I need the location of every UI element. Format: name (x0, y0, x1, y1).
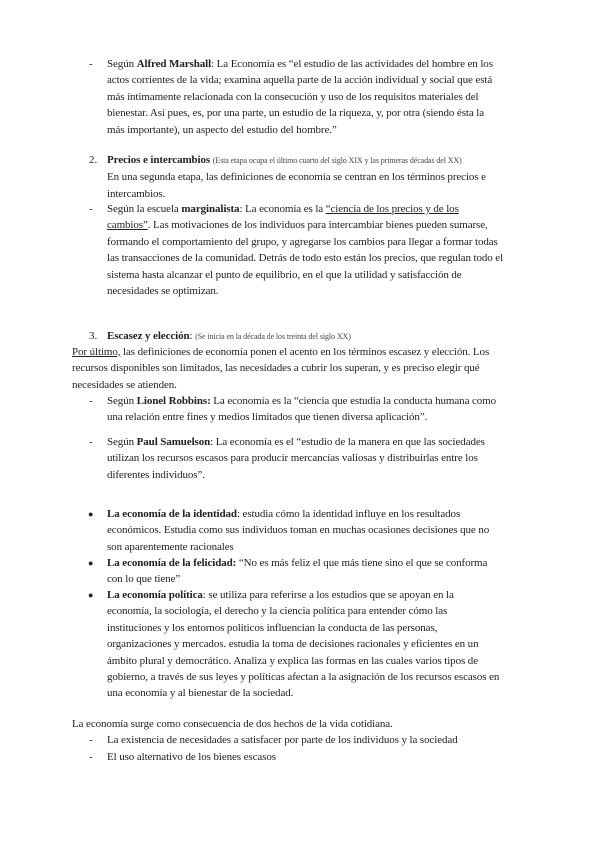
marshall-definition (107, 56, 493, 138)
text-line: sistema hasta alcanzar el punto de equilibrio, en el que la utilidad y satisfacción de (107, 268, 462, 281)
section-note: (Esta etapa ocupa el último cuarto del siglo XIX y las primeras décadas del XX) (212, 156, 462, 165)
dash-marker: - (89, 58, 93, 70)
dash-marker: - (89, 751, 93, 763)
text-line: económicos. Estudia como sus individuos toman en muchas ocasiones decisiones que no (107, 524, 490, 537)
text: : (189, 330, 196, 342)
text: : se utiliza para referirse a los estudios que se apoyan en la (202, 589, 454, 601)
text: Según (107, 58, 137, 70)
text: : estudia cómo la identidad influye en los resultados (236, 508, 461, 520)
text-line: más importante), un aspecto del estudio del hombre.” (107, 123, 337, 136)
text-line: formando el comportamiento del grupo, y agregarse los cambios para llegar a formar todas (107, 235, 498, 248)
text-line: recursos disponibles son limitados, las necesidades a cubrir los superan, y es preciso elegir qué (72, 362, 480, 375)
text-line: con lo que tiene” (107, 573, 181, 586)
dash-marker: - (89, 395, 93, 407)
text-line: ámbito plural y democrático. Analiza y explica las formas en las cuales varios tipos de (107, 654, 478, 667)
school-name: marginalista (181, 203, 240, 215)
text-line: bienestar. Así pues, es, por una parte, un estudio de la riqueza, y, por otra (siendo ésta la (107, 107, 485, 120)
section-title: Precios e intercambios (107, 154, 211, 166)
text: Según la escuela (107, 203, 182, 215)
bullet-political-economy (107, 587, 499, 702)
text: : La Economía es “el estudio de las actividades del hombre en los (211, 58, 493, 70)
text-line: una relación entre fines y medios limitados que tienen diversa aplicación”. (107, 411, 428, 424)
text: . Las motivaciones de los individuos para intercambiar bienes pueden sumarse, (147, 219, 488, 232)
text-line: utilizan los recursos escasos para producir mercancías valiosas y distribuirlas entre los (107, 452, 478, 465)
text: : La economía es la (239, 203, 326, 215)
text-line: organizaciones y mercados. estudia la toma de decisiones racionales y eficientes en un (107, 638, 479, 651)
text-line: las transacciones de la comunidad. Detrás de todo esto están los precios, que regulan todo el (107, 252, 504, 265)
text: Según (107, 395, 137, 407)
bullet-term: La economía política (107, 589, 203, 601)
text-line: instituciones y los entornos políticos influencian la conducta de las personas, (107, 621, 438, 634)
closing-paragraph: La economía surge como consecuencia de dos hechos de la vida cotidiana. (72, 718, 393, 730)
text-line: economía, la sociología, el derecho y la ciencia política para entender cómo las (107, 605, 448, 618)
section-note: (Se inicia en la década de los treinta del siglo XX) (195, 332, 351, 341)
section-3-intro (72, 344, 489, 393)
bullet-happiness-economics (107, 555, 487, 588)
bullet-term: La economía de la felicidad: (107, 557, 237, 569)
closing-item: El uso alternativo de los bienes escasos (107, 751, 276, 763)
text-line: En una segunda etapa, las definiciones de economía se centran en los términos precios e (107, 171, 486, 184)
text-line: necesidades se optimizan. (107, 285, 219, 298)
marginalista-definition (107, 201, 503, 299)
text-line: más íntimamente relacionada con la consecución y uso de los requisitos materiales del (107, 90, 479, 103)
bullet-marker: ● (88, 509, 94, 519)
text: las definiciones de economía ponen el acento en los términos escasez y elección. Los (120, 346, 490, 358)
text: : La economía es el “estudio de la manera en que las sociedades (210, 436, 485, 448)
bullet-term: La economía de la identidad (107, 508, 237, 520)
text: “No es más feliz el que más tiene sino el que se conforma (236, 557, 488, 569)
text-line: gobierno, a través de sus leyes y políticas afectan a la asignación de los recursos escasos en (107, 671, 500, 684)
text-line: necesidades se atienden. (72, 378, 177, 391)
author-name: Alfred Marshall (136, 58, 212, 70)
section-number: 2. (89, 154, 98, 166)
bullet-identity-economics (107, 506, 489, 555)
section-3-heading (107, 328, 351, 345)
text-line: son aparentemente racionales (107, 540, 234, 553)
samuelson-definition (107, 434, 485, 483)
bullet-marker: ● (88, 590, 94, 600)
closing-item: La existencia de necesidades a satisfacer por parte de los individuos y la sociedad (107, 734, 458, 746)
underlined-text: Por último, (72, 346, 121, 358)
dash-marker: - (89, 203, 93, 215)
text-line: actos corrientes de la vida; examina aquella parte de la acción individual y social que está (107, 74, 493, 87)
section-number: 3. (89, 330, 98, 342)
bullet-marker: ● (88, 558, 94, 568)
text-line: una economía y al bienestar de la sociedad. (107, 687, 294, 700)
author-name: Lionel Robbins: (136, 395, 211, 407)
dash-marker: - (89, 436, 93, 448)
underlined-quote: “ciencia de los precios y de los (325, 203, 459, 215)
text-line: intercambios. (107, 187, 166, 200)
robbins-definition (107, 393, 496, 426)
author-name: Paul Samuelson (136, 436, 211, 448)
underlined-quote: cambios” (107, 219, 148, 232)
text-line: diferentes individuos”. (107, 468, 205, 481)
section-title: Escasez y elección (107, 330, 190, 342)
text: La economía es la “ciencia que estudia la conducta humana como (210, 395, 497, 407)
text: Según (107, 436, 137, 448)
section-2-heading (107, 152, 486, 202)
dash-marker: - (89, 734, 93, 746)
